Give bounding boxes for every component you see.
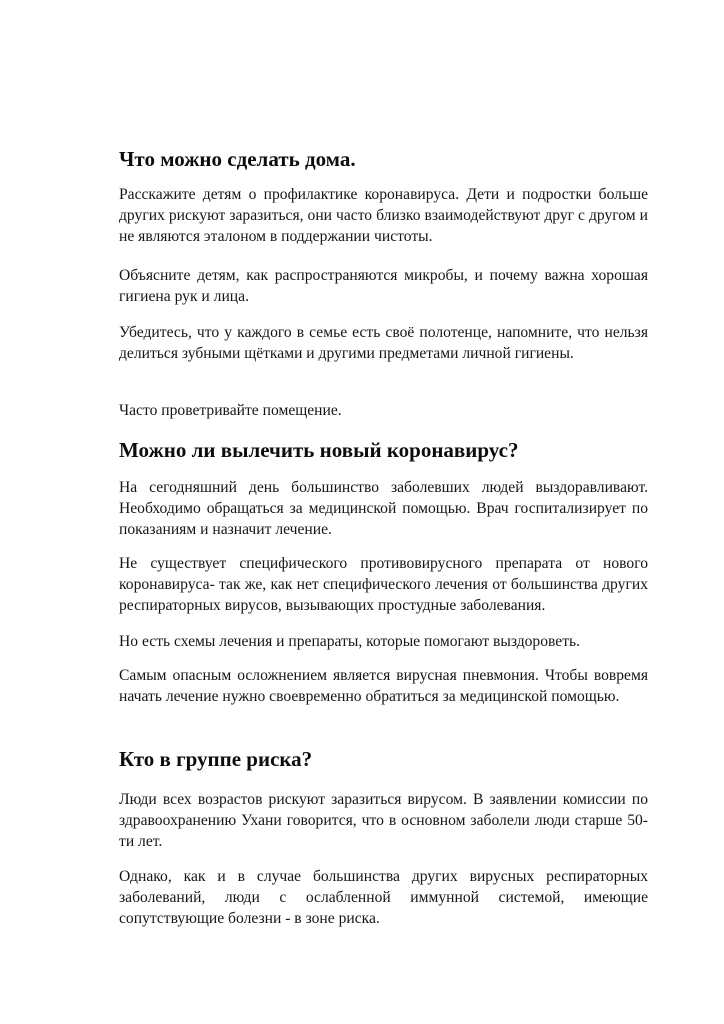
section-heading-home: Что можно сделать дома.: [119, 147, 356, 171]
paragraph-prevention: Расскажите детям о профилактике коронавируса. Дети и подростки больше других рискуют заразиться, они часто близко взаимодействуют друг с другом и не являются эталоном в поддержании чистоты.: [119, 186, 648, 245]
paragraph-treatment-schemes: Но есть схемы лечения и препараты, которые помогают выздороветь.: [119, 633, 581, 650]
paragraph-all-ages: Люди всех возрастов рискуют заразиться вирусом. В заявлении комиссии по здравоохранению Ухани говорится, что в основном заболели люди старше 50-ти лет.: [119, 791, 648, 850]
paragraph-ventilate: Часто проветривайте помещение.: [119, 402, 342, 419]
paragraph-microbes: Объясните детям, как распространяются микробы, и почему важна хорошая гигиена рук и лица.: [119, 267, 648, 305]
paragraph-towel: Убедитесь, что у каждого в семье есть своё полотенце, напомните, что нельзя делиться зубными щётками и другими предметами личной гигиены.: [119, 324, 648, 362]
paragraph-weak-immunity: Однако, как и в случае большинства других вирусных респираторных заболеваний, люди с ослабленной иммунной системой, имеющие сопутствующие болезни - в зоне риска.: [119, 868, 648, 927]
paragraph-pneumonia: Самым опасным осложнением является вирусная пневмония. Чтобы вовремя начать лечение нужно своевременно обратиться за медицинской помощью.: [119, 667, 648, 705]
section-heading-cure: Можно ли вылечить новый коронавирус?: [119, 438, 519, 462]
paragraph-no-specific-drug: Не существует специфического противовирусного препарата от нового коронавируса- так же, как нет специфического лечения от большинства других респираторных вирусов, вызывающих простудные заболевания.: [119, 555, 648, 614]
paragraph-recovery: На сегодняшний день большинство заболевших людей выздоравливают. Необходимо обращаться за медицинской помощью. Врач госпитализирует по показаниям и назначит лечение.: [119, 479, 648, 538]
section-heading-risk-group: Кто в группе риска?: [119, 747, 313, 771]
